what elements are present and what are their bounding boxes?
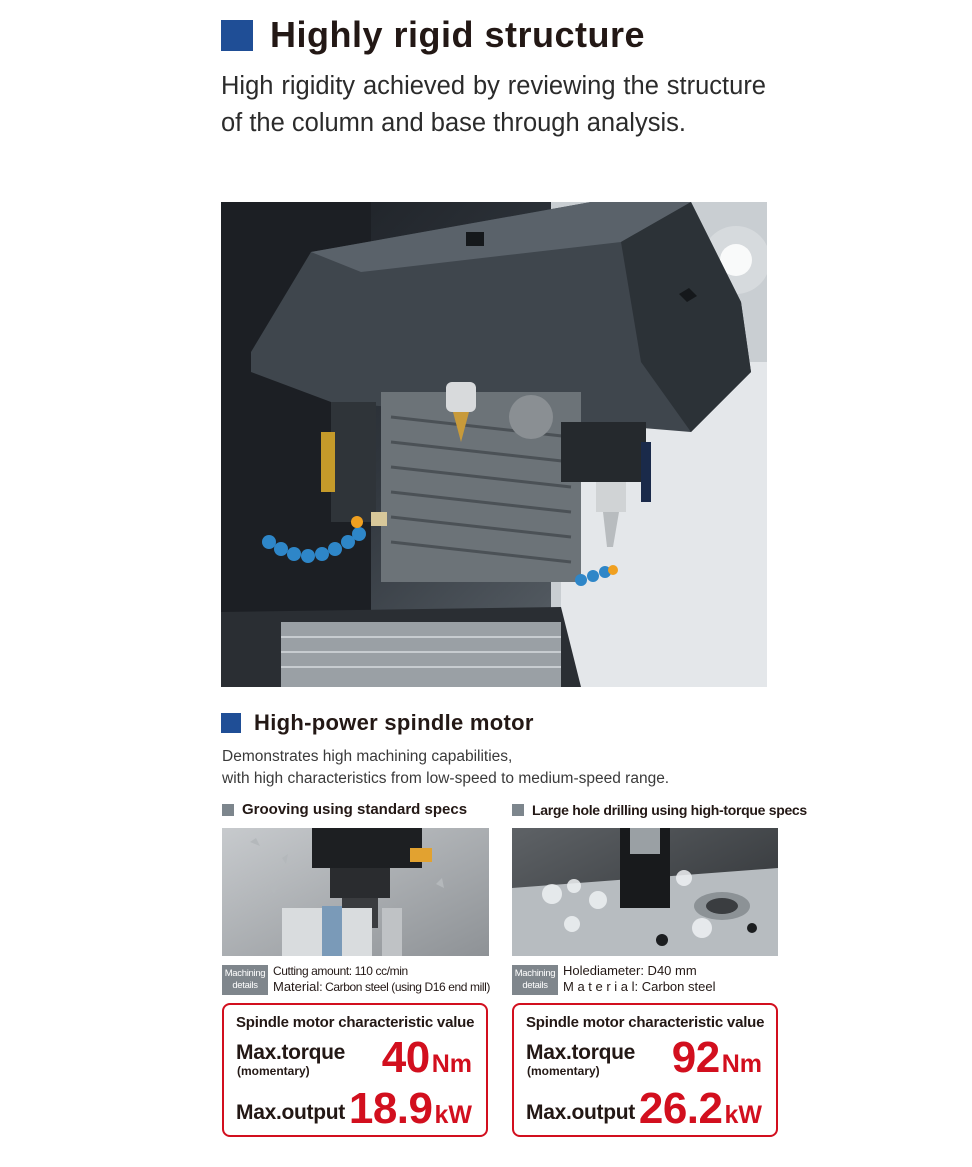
box-title: Spindle motor characteristic value — [236, 1014, 475, 1031]
detail-value: : Carbon steel — [634, 979, 716, 994]
description-line-1: Demonstrates high machining capabilities, — [222, 748, 513, 765]
detail-row-1 — [563, 963, 715, 979]
machining-details-text — [273, 963, 490, 995]
machining-details-badge — [512, 965, 558, 995]
output-number: 18.9 — [348, 1084, 433, 1133]
max-torque-label: Max.torque — [526, 1041, 636, 1064]
detail-label: Cutting amount — [273, 964, 349, 978]
badge-line-2: details — [522, 980, 548, 991]
output-unit: kW — [434, 1101, 472, 1129]
spindle-value-box-drilling — [512, 1003, 778, 1137]
section-marker-square — [221, 713, 241, 733]
max-output-label: Max.output — [526, 1101, 635, 1124]
badge-line-1: Machining — [514, 968, 556, 979]
badge-line-1: Machining — [224, 968, 266, 979]
torque-unit: Nm — [721, 1050, 762, 1078]
detail-label: M a t e r i a l — [563, 979, 635, 994]
machine-interior-photo — [221, 202, 767, 687]
spindle-value-box-grooving — [222, 1003, 488, 1137]
detail-row-2 — [273, 979, 490, 995]
section-description-rigid: High rigidity achieved by reviewing the structure of the column and base through analysis. — [221, 72, 766, 137]
badge-line-2: details — [232, 980, 258, 991]
detail-value: : Carbon steel (using D16 end mill) — [319, 980, 491, 994]
detail-label: Holediameter — [563, 963, 641, 978]
case-heading-drilling: Large hole drilling using high-torque specs — [532, 802, 807, 818]
box-title: Spindle motor characteristic value — [526, 1014, 765, 1031]
machining-details-text — [563, 963, 715, 995]
output-unit: kW — [724, 1101, 762, 1129]
torque-number: 40 — [381, 1033, 430, 1082]
max-torque-label: Max.torque — [236, 1041, 346, 1064]
drilling-photo — [512, 828, 778, 956]
max-output-value — [639, 1084, 762, 1134]
machining-details-badge — [222, 965, 268, 995]
max-output-label: Max.output — [236, 1101, 345, 1124]
detail-label: Material — [273, 979, 320, 994]
max-torque-value — [382, 1033, 472, 1083]
torque-unit: Nm — [431, 1050, 472, 1078]
section-marker-square — [221, 20, 253, 51]
max-output-value — [349, 1084, 472, 1134]
detail-row-1 — [273, 963, 490, 979]
max-torque-value — [672, 1033, 762, 1083]
detail-value: : 110 cc/min — [348, 964, 408, 978]
torque-number: 92 — [671, 1033, 720, 1082]
detail-row-2 — [563, 979, 715, 995]
description-line-2: with high characteristics from low-speed to medium-speed range. — [222, 770, 670, 787]
momentary-note: (momentary) — [527, 1064, 600, 1078]
section-title-spindle: High-power spindle motor — [254, 710, 534, 735]
case-marker-square — [222, 804, 234, 816]
momentary-note: (momentary) — [237, 1064, 310, 1078]
section-description-spindle — [222, 746, 669, 790]
case-heading-grooving: Grooving using standard specs — [242, 801, 468, 818]
section-title-rigid: Highly rigid structure — [270, 14, 646, 55]
output-number: 26.2 — [638, 1084, 723, 1133]
grooving-photo — [222, 828, 489, 956]
detail-value: : D40 mm — [640, 963, 697, 978]
case-marker-square — [512, 804, 524, 816]
